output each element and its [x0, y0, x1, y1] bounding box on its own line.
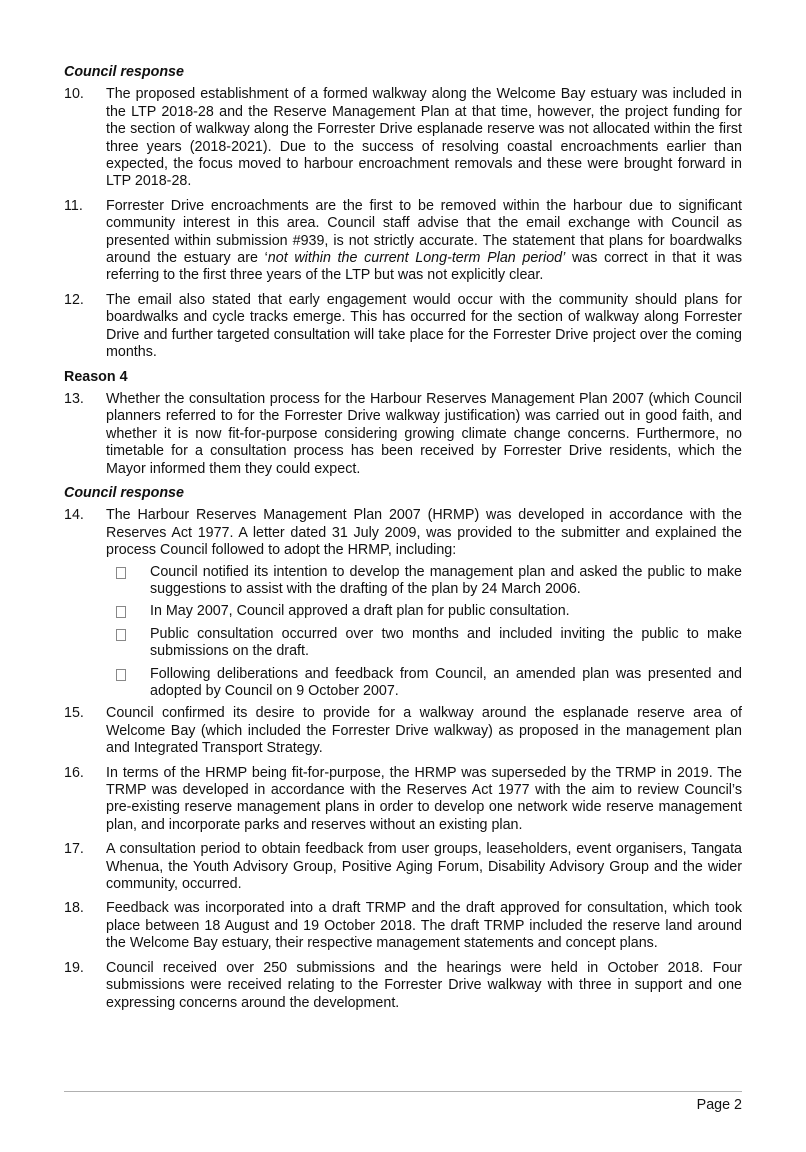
paragraph-14 — [64, 507, 742, 559]
paragraph-text: The Harbour Reserves Management Plan 2007 (HRMP) was developed in accordance with the Reserves Act 1977. A letter dated 31 July 2009, was provided to the submitter and explained the process Council followed to adopt the HRMP, including: — [106, 507, 742, 559]
paragraph-11 — [64, 198, 742, 285]
paragraph-number: 15. — [64, 705, 84, 722]
paragraph-12 — [64, 292, 742, 362]
paragraph-number: 10. — [64, 86, 84, 103]
bullet-text: Following deliberations and feedback from Council, an amended plan was presented and adopted by Council on 9 October 2007. — [150, 665, 742, 699]
paragraph-text-part: was correct in that it was referring to the first three years of the LTP but was not explicitly clear. — [106, 250, 742, 284]
paragraph-text: Feedback was incorporated into a draft TRMP and the draft approved for consultation, which took place between 18 August and 19 October 2018. The draft TRMP included the reserve land around the Welcome Bay estuary, their respective management statements and concept plans. — [106, 900, 742, 952]
document-page — [64, 64, 742, 1019]
footer-divider — [64, 1091, 742, 1092]
paragraph-text-part: Forrester Drive encroachments are the first to be removed within the harbour due to significant community interest in this area. Council staff advise that the email exchange with Council as presented within submission #939, is not strictly accurate. The statement that plans for boardwalks around the estuary are ‘ — [106, 197, 742, 267]
paragraph-16 — [64, 765, 742, 835]
bullet-text: Public consultation occurred over two months and included inviting the public to make submissions on the draft. — [150, 625, 742, 660]
paragraph-10 — [64, 86, 742, 190]
bullet-box-icon — [116, 629, 126, 641]
paragraph-text: A consultation period to obtain feedback from user groups, leaseholders, event organisers, Tangata Whenua, the Youth Advisory Group, Positive Aging Forum, Disability Advisory Group and the wider community, occurred. — [106, 841, 742, 893]
paragraph-text: Council received over 250 submissions and the hearings were held in October 2018. Four submissions were received relating to the Forrester Drive walkway with three in support and one expressing concerns around the development. — [106, 959, 742, 1011]
paragraph-15 — [64, 705, 742, 757]
paragraph-number: 14. — [64, 507, 84, 524]
section-heading-reason-4: Reason 4 — [64, 368, 128, 385]
paragraph-number: 12. — [64, 291, 84, 308]
paragraph-text: Council confirmed its desire to provide for a walkway around the esplanade reserve area of Welcome Bay (which included the Forrester Drive walkway) as proposed in the management plan and Integrated Transport Strategy. — [106, 705, 742, 757]
paragraph-number: 16. — [64, 764, 84, 781]
paragraph-text: In terms of the HRMP being fit-for-purpose, the HRMP was superseded by the TRMP in 2019. The TRMP was developed in accordance with the Reserves Act 1977 with the aim to review Council’s pre-existing reserve management plans in order to develop one network wide reserve management plan, and incorporate parks and reserves without an existing plan. — [106, 764, 742, 833]
paragraph-text: The proposed establishment of a formed walkway along the Welcome Bay estuary was included in the LTP 2018-28 and the Reserve Management Plan at that time, however, the project funding for the section of walkway along the Forrester Drive esplanade reserve was not allocated within the first three years (2018-2021). Due to the success of resolving coastal encroachments earlier than expected, the focus moved to harbour encroachment removals and these were brought forward in LTP 2018-28. — [106, 86, 742, 190]
bullet-box-icon — [116, 669, 126, 681]
list-item — [106, 626, 742, 661]
page-number: Page 2 — [696, 1097, 742, 1113]
paragraph-text: The email also stated that early engagement would occur with the community should plans for boardwalks and cycle tracks emerge. This has occurred for the section of walkway along Forrester Drive and further targeted consultation will take place for the Forrester Drive project over the coming months. — [106, 291, 742, 361]
bullet-list — [106, 564, 742, 701]
paragraph-19 — [64, 960, 742, 1012]
bullet-text: In May 2007, Council approved a draft plan for public consultation. — [150, 603, 570, 620]
bullet-text: Council notified its intention to develop the management plan and asked the public to make suggestions to assist with the drafting of the plan by 24 March 2006. — [150, 563, 742, 597]
list-item — [106, 564, 742, 599]
paragraph-17 — [64, 841, 742, 893]
paragraph-number: 17. — [64, 841, 84, 858]
list-item — [106, 666, 742, 701]
quoted-italic-text: not within the current Long-term Plan period’ — [267, 250, 566, 267]
paragraph-number: 19. — [64, 959, 84, 976]
paragraph-text — [106, 198, 742, 285]
bullet-box-icon — [116, 606, 126, 618]
section-heading-council-response: Council response — [64, 64, 184, 80]
bullet-box-icon — [116, 567, 126, 579]
paragraph-number: 18. — [64, 900, 84, 917]
list-item — [106, 603, 742, 620]
paragraph-number: 11. — [64, 197, 83, 214]
paragraph-text: Whether the consultation process for the Harbour Reserves Management Plan 2007 (which Council planners referred to for the Forrester Drive walkway justification) was carried out in good faith, and whether it is now fit-for-purpose considering growing climate change concerns. Furthermore, no timetable for a consultation process has been received by Forrester Drive residents, which the Mayor informed them they could expect. — [106, 390, 742, 477]
paragraph-13 — [64, 391, 742, 478]
section-heading-council-response: Council response — [64, 484, 184, 501]
paragraph-18 — [64, 900, 742, 952]
paragraph-number: 13. — [64, 390, 84, 407]
